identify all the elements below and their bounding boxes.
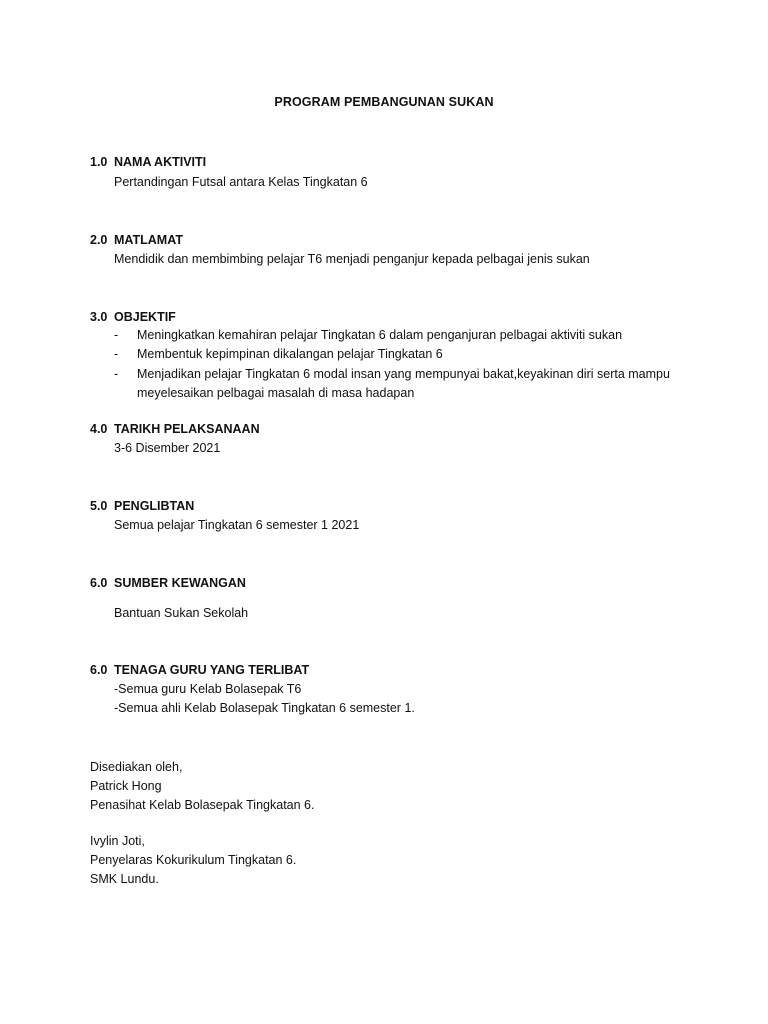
section-title: OBJEKTIF <box>114 310 176 324</box>
bullet-item: Menjadikan pelajar Tingkatan 6 modal insan yang mempunyai bakat,keyakinan diri serta mampu <box>137 367 670 381</box>
section-number: 6.0 <box>90 576 108 590</box>
bullet-dash: - <box>114 367 119 381</box>
section-number: 2.0 <box>90 233 108 247</box>
signatory-name: Ivylin Joti, <box>90 834 145 848</box>
signatory-role: Penyelaras Kokurikulum Tingkatan 6. <box>90 853 297 867</box>
section-line: -Semua ahli Kelab Bolasepak Tingkatan 6 semester 1. <box>114 701 415 715</box>
section-heading <box>90 153 206 172</box>
prepared-by-label: Disediakan oleh, <box>90 760 183 774</box>
section-body: Semua pelajar Tingkatan 6 semester 1 2021 <box>114 518 360 532</box>
school-name: SMK Lundu. <box>90 872 159 886</box>
signatory-role: Penasihat Kelab Bolasepak Tingkatan 6. <box>90 798 315 812</box>
section-title: TENAGA GURU YANG TERLIBAT <box>114 663 310 677</box>
section-body: Bantuan Sukan Sekolah <box>114 606 249 620</box>
section-body: 3-6 Disember 2021 <box>114 441 221 455</box>
section-title: SUMBER KEWANGAN <box>114 576 246 590</box>
section-number: 4.0 <box>90 422 108 436</box>
section-heading <box>90 420 260 439</box>
bullet-dash: - <box>114 347 119 361</box>
section-heading <box>90 231 183 250</box>
section-heading <box>90 497 194 516</box>
document-title: PROGRAM PEMBANGUNAN SUKAN <box>274 95 494 109</box>
section-line: -Semua guru Kelab Bolasepak T6 <box>114 682 302 696</box>
section-heading <box>90 308 176 327</box>
section-heading <box>90 661 309 680</box>
section-title: MATLAMAT <box>114 233 183 247</box>
section-number: 1.0 <box>90 155 108 169</box>
bullet-dash: - <box>114 328 119 342</box>
signatory-name: Patrick Hong <box>90 779 162 793</box>
section-title: NAMA AKTIVITI <box>114 155 207 169</box>
bullet-item-continuation: meyelesaikan pelbagai masalah di masa hadapan <box>137 386 415 400</box>
section-body: Pertandingan Futsal antara Kelas Tingkatan 6 <box>114 175 368 189</box>
section-number: 5.0 <box>90 499 108 513</box>
section-title: TARIKH PELAKSANAAN <box>114 422 260 436</box>
bullet-item: Membentuk kepimpinan dikalangan pelajar Tingkatan 6 <box>137 347 443 361</box>
bullet-item: Meningkatkan kemahiran pelajar Tingkatan 6 dalam penganjuran pelbagai aktiviti sukan <box>137 328 623 342</box>
section-body: Mendidik dan membimbing pelajar T6 menjadi penganjur kepada pelbagai jenis sukan <box>114 252 590 266</box>
section-title: PENGLIBTAN <box>114 499 195 513</box>
section-number: 3.0 <box>90 310 108 324</box>
section-heading <box>90 574 246 593</box>
section-number: 6.0 <box>90 663 108 677</box>
